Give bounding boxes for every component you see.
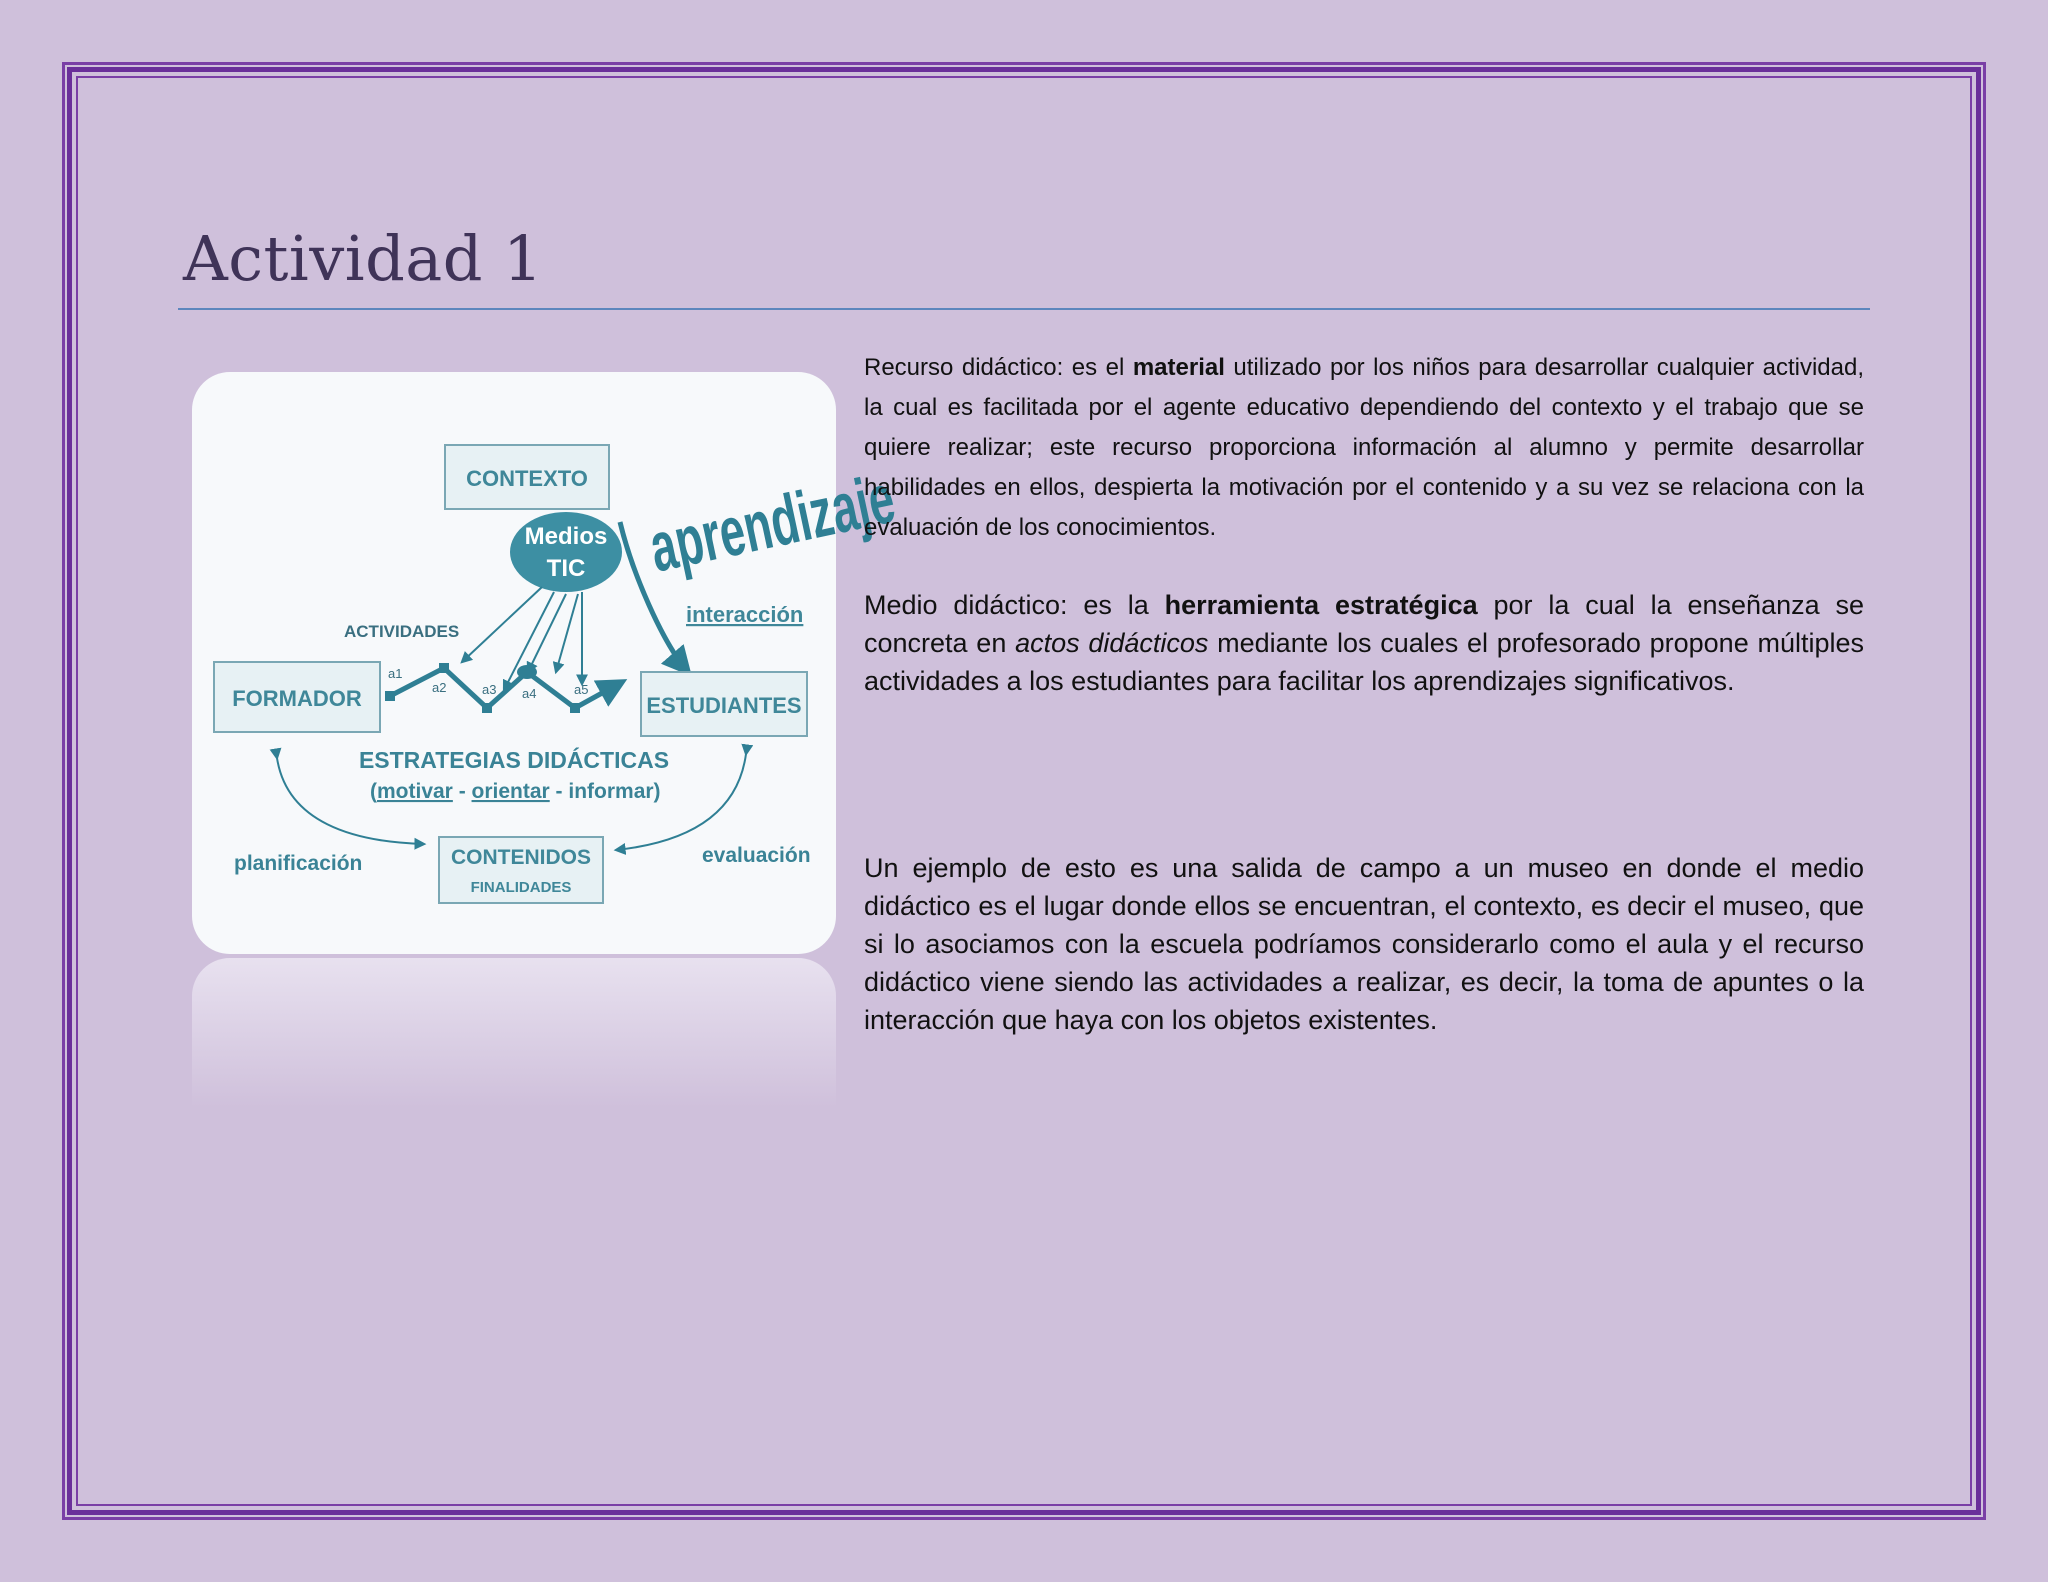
actividades-label: ACTIVIDADES [344, 622, 460, 641]
paragraph-medio-didactico [864, 586, 1864, 700]
activity-node-3 [482, 703, 492, 713]
activity-node-1 [385, 691, 395, 701]
p2-text-mid: por la cual la enseñanza se concreta en [864, 590, 1864, 658]
p1-bold-term: material [1132, 354, 1225, 381]
estrategias-label: ESTRATEGIAS DIDÁCTICAS [358, 747, 670, 773]
tic-label: TIC [546, 555, 586, 582]
activity-node-5 [570, 703, 580, 713]
p3-text: Un ejemplo de esto es una salida de campo a un museo en donde el medio didáctico es el lugar donde ellos se encuentran, el contexto, es decir el museo, que si lo asociamos con la escuela podríamos considerarlo como el aula y el recurso didáctico viene siendo las actividades a realizar, es decir, la toma de apuntes o la interacción que haya con los objetos existentes. [864, 853, 1864, 1035]
interaccion-label: interacción [686, 602, 804, 627]
a4-label: a4 [522, 686, 537, 701]
contenidos-label: CONTENIDOS [450, 846, 592, 869]
p2-text-start: Medio didáctico: es la [864, 590, 1165, 620]
p2-bold-term: herramienta estratégica [1164, 590, 1478, 620]
title-underline [178, 308, 1870, 310]
p1-text-start: Recurso didáctico: es el [864, 354, 1133, 381]
finalidades-label: FINALIDADES [470, 879, 572, 896]
medios-label: Medios [524, 523, 608, 550]
diagram-reflection [192, 958, 836, 1108]
paragraph-ejemplo [864, 849, 1864, 1039]
orientar-label: orientar [471, 780, 550, 803]
a1-label: a1 [388, 666, 403, 681]
page-title: Actividad 1 [183, 222, 544, 295]
p2-text-end: mediante los cuales el profesorado propone múltiples actividades a los estudiantes para facilitar los aprendizajes significativos. [864, 628, 1864, 696]
estudiantes-label: ESTUDIANTES [646, 693, 802, 718]
a5-label: a5 [574, 682, 589, 697]
contexto-label: CONTEXTO [466, 466, 588, 491]
motivar-label: motivar [377, 780, 453, 803]
a2-label: a2 [432, 680, 447, 695]
aprendizaje-label: aprendizaje [643, 460, 902, 588]
evaluacion-label: evaluación [702, 844, 811, 867]
planificacion-label: planificación [234, 852, 363, 875]
activity-node-4 [517, 665, 537, 679]
p2-italic-term: actos didácticos [1015, 628, 1209, 658]
a3-label: a3 [482, 682, 497, 697]
formador-label: FORMADOR [232, 686, 362, 711]
p1-text-end: utilizado por los niños para desarrollar cualquier actividad, la cual es facilitada por el agente educativo dependiendo del contexto y el trabajo que se quiere realizar; este recurso proporciona información al alumno y permite desarrollar habilidades en ellos, despierta la motivación por el contenido y a su vez se relaciona con la evaluación de los conocimientos. [864, 354, 1864, 541]
tic-arrow-a2 [462, 587, 542, 662]
didactic-diagram-image [192, 372, 902, 954]
activity-node-2 [439, 663, 449, 673]
strategies-subline [370, 780, 661, 803]
separator-1: - [452, 780, 472, 803]
paren-open: ( [370, 780, 377, 803]
informar-label: - informar) [549, 780, 661, 803]
paragraph-recurso-didactico [864, 348, 1864, 548]
